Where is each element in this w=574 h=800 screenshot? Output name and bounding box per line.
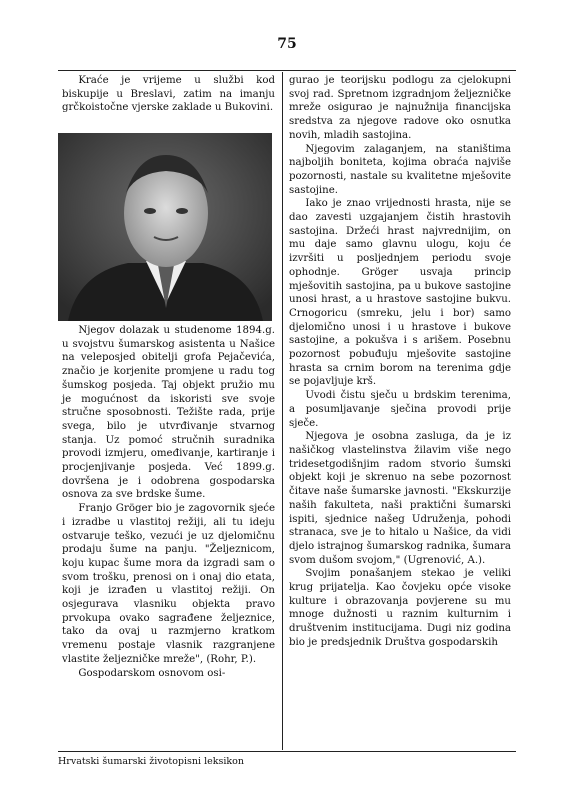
paragraph: Iako je znao vrijednosti hrasta, nije se dao zavesti uzgajanjem čistih hrastovih sastojina. Držeći hrast najvrednijim, on mu daje samo glavnu ulogu, koju će izvršiti u posljednjem periodu svoje ophodnje. Gröger usvaja princip mješovitih sastojina, pa u bukove sastojine unosi hrast, a u hrastove sastojine bukvu. Crnogoricu (smreku, jelu i bor) samo djelomično unosi i u hrastove i bukove sastojine, a pokušva i s arišem. Posebnu pozornost pobuđuju mješovite sastojine hrasta sa crnim borom na terenima gdje se pojavljuje krš. xyxy=(289,198,511,388)
paragraph: Njegov dolazak u studenome 1894.g. u svojstvu šumarskog asistenta u Našice na veleposjed obitelji grofa Pejačevića, značio je korjenite promjene u radu tog šumskog posjeda. Taj objekt pružio mu je mogućnost da iskoristi sve svoje stručne sposobnosti. Težište rada, prije svega, bilo je utvrđivanje stvarnog stanja. Uz pomoć stručnih suradnika provodi izmjeru, omeđivanje, kartiranje i procjenjivanje posjeda. Već 1899.g. dovršena je i odobrena gospodarska osnova za sve brdske šume. xyxy=(62,325,275,501)
paragraph: Svojim ponašanjem stekao je veliki krug prijatelja. Kao čovjeku opće visoke kulture i obrazovanja povjerene su mu mnoge dužnosti u raznim kulturnim i društvenim institucijama. Dugi niz godina bio je predsjednik Društva gospodarskih xyxy=(289,568,511,648)
column-divider xyxy=(282,72,283,750)
footer-rule xyxy=(58,751,516,752)
paragraph: Franjo Gröger bio je zagovornik sjeće i izradbe u vlastitoj režiji, ali tu ideju ostvaruje teško, vezući je uz djelomičnu prodaju šume na panju. "Željeznicom, koju kupac šume mora da izgradi sam o svom trošku, prenosi on i onaj dio etata, koji je izrađen u vlastitoj režiji. On osjegurava vlasniku objekta pravo prvokupa ovako sagrađene željeznice, tako da ovaj u razmjerno kratkom vremenu postaje vlasnik razgranjene vlastite željezničke mreže", (Rohr, P.). xyxy=(62,503,275,665)
left-column-top xyxy=(62,74,275,115)
paragraph: Njegova je osobna zasluga, da je iz našičkog vlastelinstva žilavim više nego tridesetgodišnjim radom stvorio šumski objekt koji je skrenuo na sebe pozornost čitave naše šumarske javnosti. "Ekskurzije naših fakulteta, naši praktični šumarski ispiti, sjednice našeg Udruženja, pohodi stranaca, sve je to hitalo u Našice, da vidi djelo istrajnog šumarskog radnika, šumara svom dušom svojom," (Ugrenović, A.). xyxy=(289,431,511,566)
footer-title: Hrvatski šumarski životopisni leksikon xyxy=(58,756,245,767)
left-column-body xyxy=(62,324,275,680)
paragraph: Njegovim zalaganjem, na staništima najboljih boniteta, kojima obraća najviše pozornosti, nastale su kvalitetne mješovite sastojine. xyxy=(289,143,511,196)
right-column xyxy=(289,74,511,650)
paragraph: gurao je teorijsku podlogu za cjelokupni svoj rad. Spretnom izgradnjom željezničke mreže osigurao je najnužnija financijska sredstva za njegove radove oko osnutka novih, mladih sastojina. xyxy=(289,75,511,141)
portrait-photo xyxy=(58,133,272,321)
header-rule xyxy=(58,70,516,71)
paragraph: Kraće je vrijeme u službi kod biskupije u Breslavi, zatim na imanju grčkoistočne vjerske zaklade u Bukovini. xyxy=(62,75,275,114)
page-number: 75 xyxy=(277,36,297,52)
paragraph: Gospodarskom osnovom osi- xyxy=(78,667,226,679)
portrait-illustration xyxy=(58,133,272,321)
paragraph: Uvodi čistu sječu u brdskim terenima, a posumljavanje sječina provodi prije sječe. xyxy=(289,390,511,429)
